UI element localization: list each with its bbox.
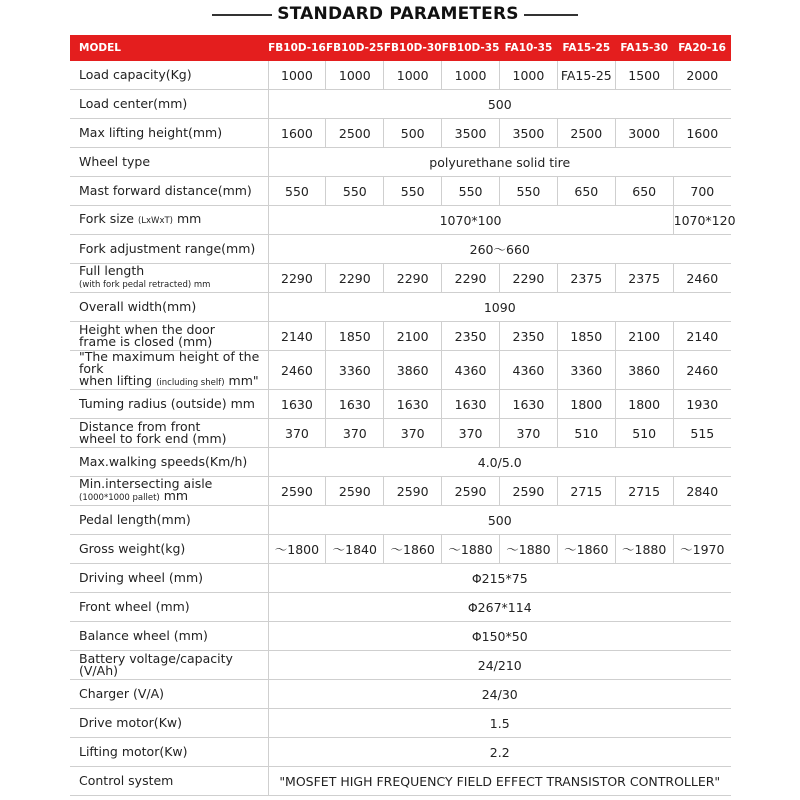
row-label-text: Fork size [79,211,134,226]
row-label-text: Gross weight(kg) [79,541,186,556]
row-label [70,206,268,235]
row-label-text: Full length [79,263,145,278]
row-value: 2715 [557,477,615,506]
row-value: 650 [615,177,673,206]
row-label-text: Lifting motor(Kw) [79,744,188,759]
row-value: 3360 [326,351,384,390]
row-label [70,351,268,390]
table-row-lifting-motor [70,738,731,767]
row-label [70,506,268,535]
parameters-table [70,35,736,796]
title-rule-right [524,14,578,16]
row-label-line2: when lifting [79,373,153,388]
table-row-overall-width [70,293,731,322]
row-value: 370 [442,419,500,448]
row-value: 1000 [326,61,384,90]
row-label-note: (1000*1000 pallet) [79,493,160,503]
row-label-note: (LxWxT) [137,216,173,226]
row-label-text: Control system [79,773,174,788]
table-row-max-height-fork-lifting [70,351,731,390]
table-row-height-door-closed [70,322,731,351]
row-label-text: Drive motor(Kw) [79,715,182,730]
row-value: 1630 [500,390,558,419]
row-label [70,651,268,680]
table-row-wheel-type [70,148,731,177]
row-value: ～1880 [500,535,558,564]
row-value: 550 [326,177,384,206]
row-label-text: Overall width(mm) [79,299,197,314]
header-model-name: FA15-25 [557,35,615,61]
row-value: 1630 [268,390,326,419]
row-label [70,622,268,651]
row-value-span: 4.0/5.0 [268,448,731,477]
header-model-name: FB10D-30 [384,35,442,61]
row-value: 2500 [557,119,615,148]
row-value: 3860 [384,351,442,390]
row-value: 4360 [500,351,558,390]
row-label-text: "The maximum height of the fork [79,349,260,376]
table-row-max-walking-speed [70,448,731,477]
row-value: 2350 [500,322,558,351]
header-model-label: MODEL [70,35,268,61]
row-value: 1850 [557,322,615,351]
row-value: 2290 [442,264,500,293]
row-label [70,477,268,506]
row-value: 1630 [384,390,442,419]
row-label [70,709,268,738]
table-row-drive-motor [70,709,731,738]
row-value-span: Φ150*50 [268,622,731,651]
table-header-row [70,35,731,61]
row-value: 2590 [268,477,326,506]
row-label [70,322,268,351]
row-value: ～1880 [615,535,673,564]
table-row-load-capacity [70,61,731,90]
table-row-load-center [70,90,731,119]
table-row-charger [70,680,731,709]
row-label-line2: frame is closed (mm) [79,334,213,349]
table-row-control-system [70,767,731,796]
row-value: 2290 [500,264,558,293]
row-value: 2350 [442,322,500,351]
row-value: 1850 [326,322,384,351]
row-label [70,767,268,796]
row-value: 1630 [442,390,500,419]
row-value: 1000 [442,61,500,90]
row-label-text: Charger (V/A) [79,686,165,701]
header-model-name: FB10D-35 [442,35,500,61]
row-value: 2290 [268,264,326,293]
row-value: 2100 [384,322,442,351]
row-label [70,535,268,564]
row-label [70,148,268,177]
row-label-unit: mm" [228,373,259,388]
row-label-text: Driving wheel (mm) [79,570,204,585]
row-value-span: 24/30 [268,680,731,709]
row-value: 510 [557,419,615,448]
row-label-text: Pedal length(mm) [79,512,191,527]
table-row-fork-size [70,206,731,235]
row-value: 2460 [673,264,731,293]
row-label-text: Balance wheel (mm) [79,628,208,643]
row-value: 2375 [557,264,615,293]
row-label [70,419,268,448]
row-value-span: 500 [268,90,731,119]
table-row-min-intersecting-aisle [70,477,731,506]
row-label-text: Wheel type [79,154,151,169]
row-value: 2500 [326,119,384,148]
row-value-span: 2.2 [268,738,731,767]
row-value-span: Φ267*114 [268,593,731,622]
page-title: STANDARD PARAMETERS [277,4,519,24]
row-value: 1630 [326,390,384,419]
row-label [70,61,268,90]
row-value: 2715 [615,477,673,506]
row-value: 2000 [673,61,731,90]
header-model-name: FB10D-16 [268,35,326,61]
row-value: 515 [673,419,731,448]
row-value: 2590 [442,477,500,506]
row-value: 2590 [384,477,442,506]
row-label-text: Max.walking speeds(Km/h) [79,454,248,469]
row-label-line2: wheel to fork end (mm) [79,431,227,446]
header-model-name: FA15-30 [615,35,673,61]
row-label-text: Fork adjustment range(mm) [79,241,256,256]
row-value: 550 [268,177,326,206]
row-value: ～1860 [384,535,442,564]
row-label-text: Load center(mm) [79,96,188,111]
header-model-name: FB10D-25 [326,35,384,61]
row-value-span: Φ215*75 [268,564,731,593]
row-value-span: 1.5 [268,709,731,738]
row-label-text: Mast forward distance(mm) [79,183,252,198]
row-label-unit: mm [163,488,189,503]
row-value: 2460 [268,351,326,390]
table-row-gross-weight [70,535,731,564]
row-value: 2140 [673,322,731,351]
row-value-span: polyurethane solid tire [268,148,731,177]
row-value: 370 [326,419,384,448]
row-label [70,593,268,622]
row-value: ～1840 [326,535,384,564]
row-label-text: Tuming radius (outside) mm [79,396,255,411]
row-value: 1930 [673,390,731,419]
row-label-text: Battery voltage/capacity (V/Ah) [79,651,233,678]
table-row-battery [70,651,731,680]
row-label [70,680,268,709]
table-row-front-wheel [70,593,731,622]
row-value: 2375 [615,264,673,293]
row-value: 1000 [268,61,326,90]
row-value: 370 [384,419,442,448]
row-label [70,264,268,293]
table-row-driving-wheel [70,564,731,593]
row-value: 2290 [326,264,384,293]
row-value-span: "MOSFET HIGH FREQUENCY FIELD EFFECT TRANSISTOR CONTROLLER" [268,767,731,796]
row-value: 2100 [615,322,673,351]
row-value: 1500 [615,61,673,90]
row-label-text: Load capacity(Kg) [79,67,192,82]
row-label [70,119,268,148]
row-label-text: Distance from front [79,419,201,434]
table-row-max-lifting-height [70,119,731,148]
row-value: 2460 [673,351,731,390]
row-label [70,448,268,477]
table-row-pedal-length [70,506,731,535]
row-label-note: (including shelf) [156,378,225,388]
row-value: 550 [384,177,442,206]
row-value: 1600 [268,119,326,148]
table-row-mast-forward-distance [70,177,731,206]
row-label-unit: mm [176,211,202,226]
row-value-span: 1070*100 [268,206,673,235]
row-value: 550 [500,177,558,206]
table-row-balance-wheel [70,622,731,651]
row-value-span: 24/210 [268,651,731,680]
table-row-full-length [70,264,731,293]
row-value: 1000 [384,61,442,90]
row-value: 3000 [615,119,673,148]
row-value: 550 [442,177,500,206]
row-label-text: Front wheel (mm) [79,599,190,614]
row-value: ～1970 [673,535,731,564]
title-bar [0,0,800,34]
row-value: ～1860 [557,535,615,564]
row-value: 4360 [442,351,500,390]
row-value: 650 [557,177,615,206]
row-value: 1800 [615,390,673,419]
row-label [70,564,268,593]
row-value: 510 [615,419,673,448]
row-value: 3360 [557,351,615,390]
table-row-fork-adjustment-range [70,235,731,264]
title-rule-left [212,14,272,16]
row-value: 1000 [500,61,558,90]
row-value: 2590 [326,477,384,506]
row-value: 1800 [557,390,615,419]
row-value: 1070*120 [673,206,731,235]
row-label [70,90,268,119]
row-value: ～1800 [268,535,326,564]
row-label [70,177,268,206]
header-model-name: FA20-16 [673,35,731,61]
row-label-text: Max lifting height(mm) [79,125,223,140]
row-label [70,738,268,767]
row-label-note: (with fork pedal retracted) mm [79,280,211,290]
row-value: 370 [500,419,558,448]
row-label [70,293,268,322]
table-row-turning-radius [70,390,731,419]
row-label [70,390,268,419]
row-label-text: Height when the door [79,322,215,337]
row-value: 1600 [673,119,731,148]
row-value: 2290 [384,264,442,293]
row-value: 2140 [268,322,326,351]
row-value-span: 260～660 [268,235,731,264]
row-value-span: 500 [268,506,731,535]
row-value: 500 [384,119,442,148]
row-value: 3500 [442,119,500,148]
row-value: 3860 [615,351,673,390]
row-value: 2590 [500,477,558,506]
row-label [70,235,268,264]
row-value: FA15-25 [557,61,615,90]
row-value-span: 1090 [268,293,731,322]
row-value: 700 [673,177,731,206]
header-model-name: FA10-35 [500,35,558,61]
row-value: 2840 [673,477,731,506]
row-value: ～1880 [442,535,500,564]
row-value: 3500 [500,119,558,148]
row-label-text: Min.intersecting aisle [79,476,213,491]
row-value: 370 [268,419,326,448]
table-row-distance-front-wheel [70,419,731,448]
